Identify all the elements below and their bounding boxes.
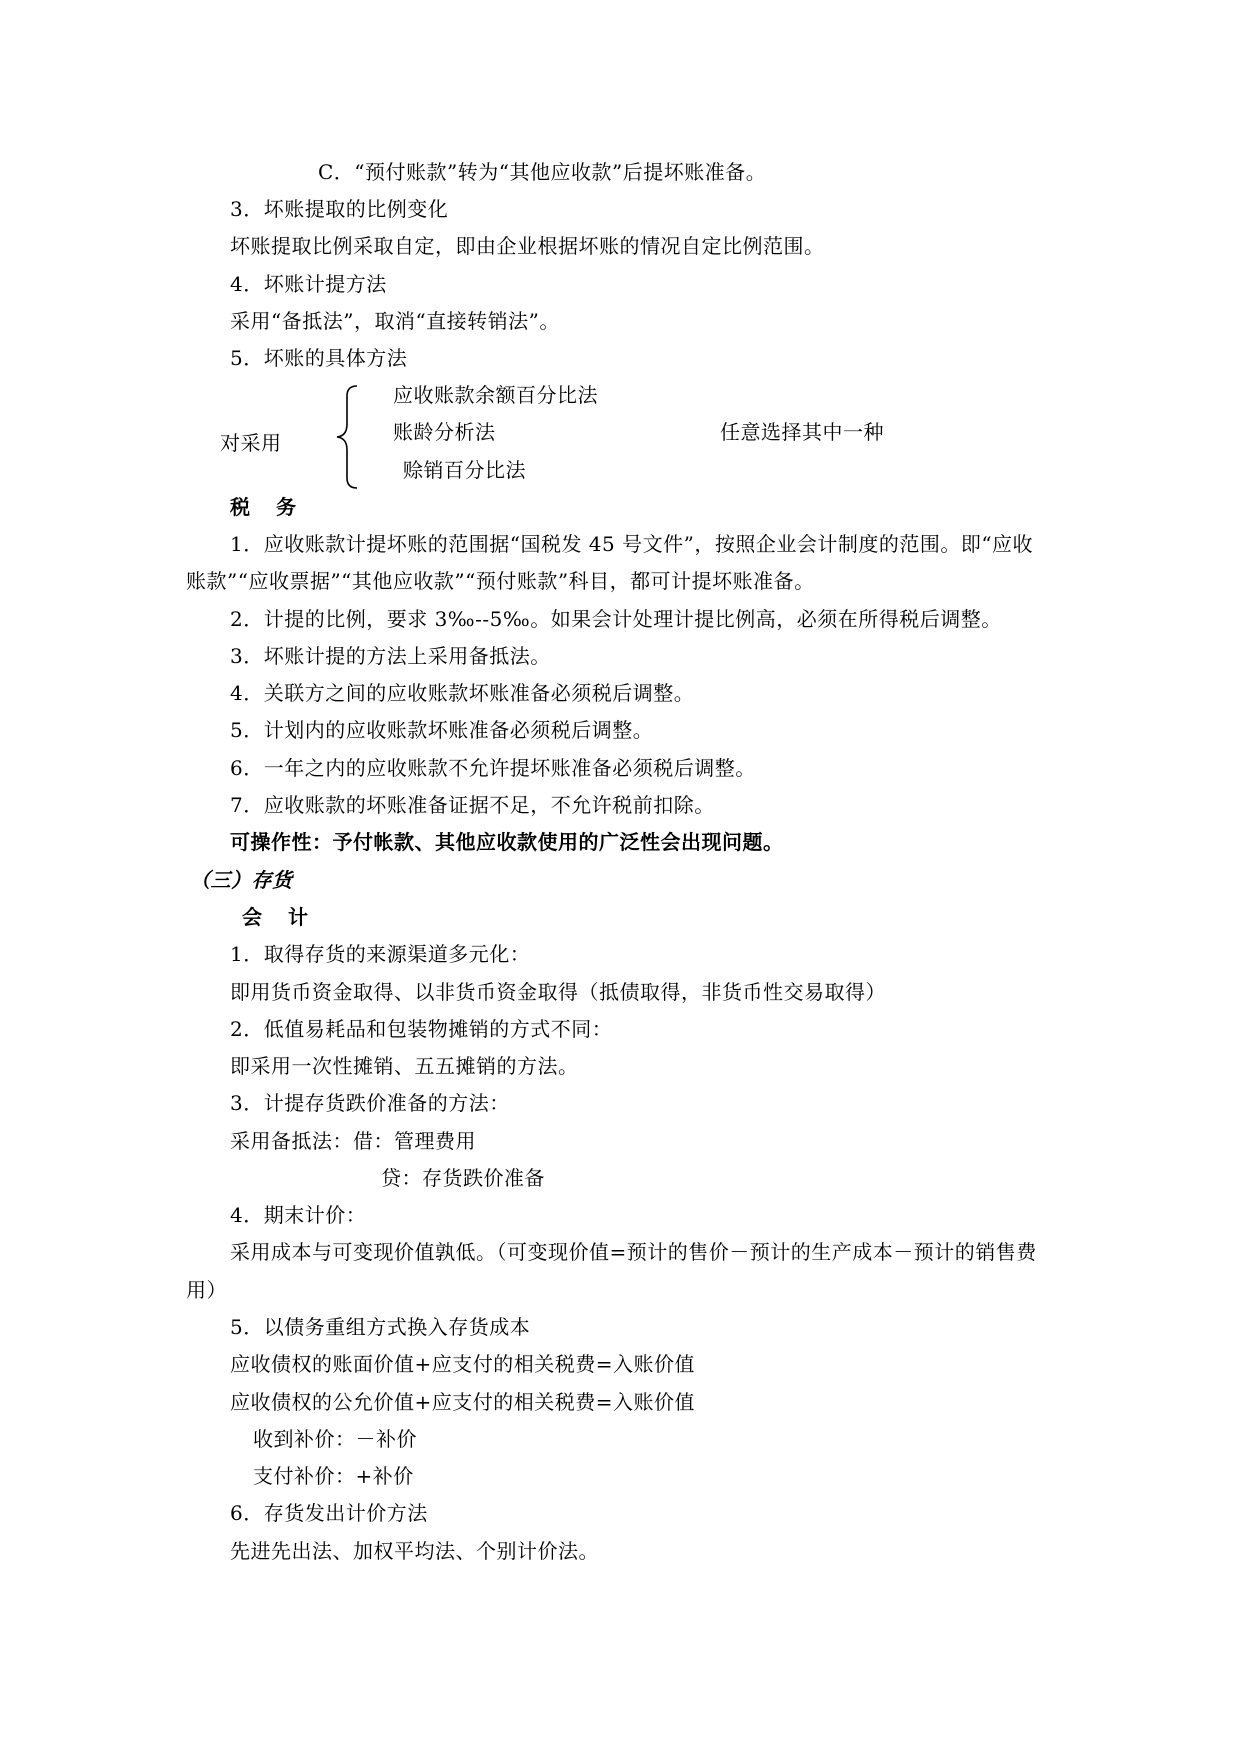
text-line: 5．以债务重组方式换入存货成本 — [230, 1315, 531, 1339]
text-line: 采用备抵法：借：管理费用 — [230, 1129, 476, 1153]
text-line: 先进先出法、加权平均法、个别计价法。 — [230, 1539, 599, 1563]
method-item: 赊销百分比法 — [403, 458, 526, 482]
text-line: 3．坏账计提的方法上采用备抵法。 — [230, 644, 551, 668]
text-line: 2．计提的比例，要求 3‰--5‰。如果会计处理计提比例高，必须在所得税后调整。 — [230, 607, 1002, 631]
text-line: 即用货币资金取得、以非货币资金取得（抵债取得，非货币性交易取得） — [230, 980, 886, 1004]
text-line: 1．应收账款计提坏账的范围据“国税发 45 号文件”，按照企业会计制度的范围。即“应收 — [230, 532, 1034, 556]
accounting-heading: 会计 — [242, 905, 334, 929]
curly-brace-icon — [335, 384, 365, 490]
text-line: 2．低值易耗品和包装物摊销的方式不同： — [230, 1017, 613, 1041]
text-line: 应收债权的公允价值+应支付的相关税费=入账价值 — [230, 1390, 696, 1414]
text-line: 收到补价：－补价 — [253, 1427, 417, 1451]
text-line: 4．关联方之间的应收账款坏账准备必须税后调整。 — [230, 681, 695, 705]
method-item: 应收账款余额百分比法 — [393, 383, 598, 407]
text-line: 即采用一次性摊销、五五摊销的方法。 — [230, 1054, 579, 1078]
tax-heading: 税务 — [230, 495, 322, 519]
text-line: 采用“备抵法”，取消“直接转销法”。 — [230, 309, 560, 333]
text-line: 5．计划内的应收账款坏账准备必须税后调整。 — [230, 718, 654, 742]
operability-note: 可操作性：予付帐款、其他应收款使用的广泛性会出现问题。 — [230, 830, 784, 854]
text-line: 3．计提存货跌价准备的方法： — [230, 1091, 510, 1115]
text-line: 4．期末计价： — [230, 1203, 367, 1227]
text-line: 3．坏账提取的比例变化 — [230, 197, 449, 221]
text-line: 采用成本与可变现价值孰低。（可变现价值=预计的售价－预计的生产成本－预计的销售费 — [230, 1240, 1037, 1264]
text-line: 用） — [186, 1278, 227, 1302]
text-line: 支付补价：+补价 — [253, 1464, 414, 1488]
methods-note: 任意选择其中一种 — [720, 420, 884, 444]
section-title: （三）存货 — [190, 868, 293, 892]
text-line: 7．应收账款的坏账准备证据不足，不允许税前扣除。 — [230, 793, 715, 817]
methods-label: 对采用 — [220, 431, 282, 455]
method-item: 账龄分析法 — [393, 420, 496, 444]
text-line: 5．坏账的具体方法 — [230, 346, 408, 370]
text-line: 贷：存货跌价准备 — [381, 1166, 545, 1190]
text-line: 6．一年之内的应收账款不允许提坏账准备必须税后调整。 — [230, 756, 756, 780]
text-line: 6．存货发出计价方法 — [230, 1501, 428, 1525]
text-line: 账款”“应收票据”“其他应收款”“预付账款”科目，都可计提坏账准备。 — [186, 569, 815, 593]
text-line: 4．坏账计提方法 — [230, 272, 387, 296]
text-line: 坏账提取比例采取自定，即由企业根据坏账的情况自定比例范围。 — [230, 234, 825, 258]
text-line: 1．取得存货的来源渠道多元化： — [230, 942, 531, 966]
text-line: C．“预付账款”转为“其他应收款”后提坏账准备。 — [318, 160, 767, 184]
text-line: 应收债权的账面价值+应支付的相关税费=入账价值 — [230, 1352, 696, 1376]
